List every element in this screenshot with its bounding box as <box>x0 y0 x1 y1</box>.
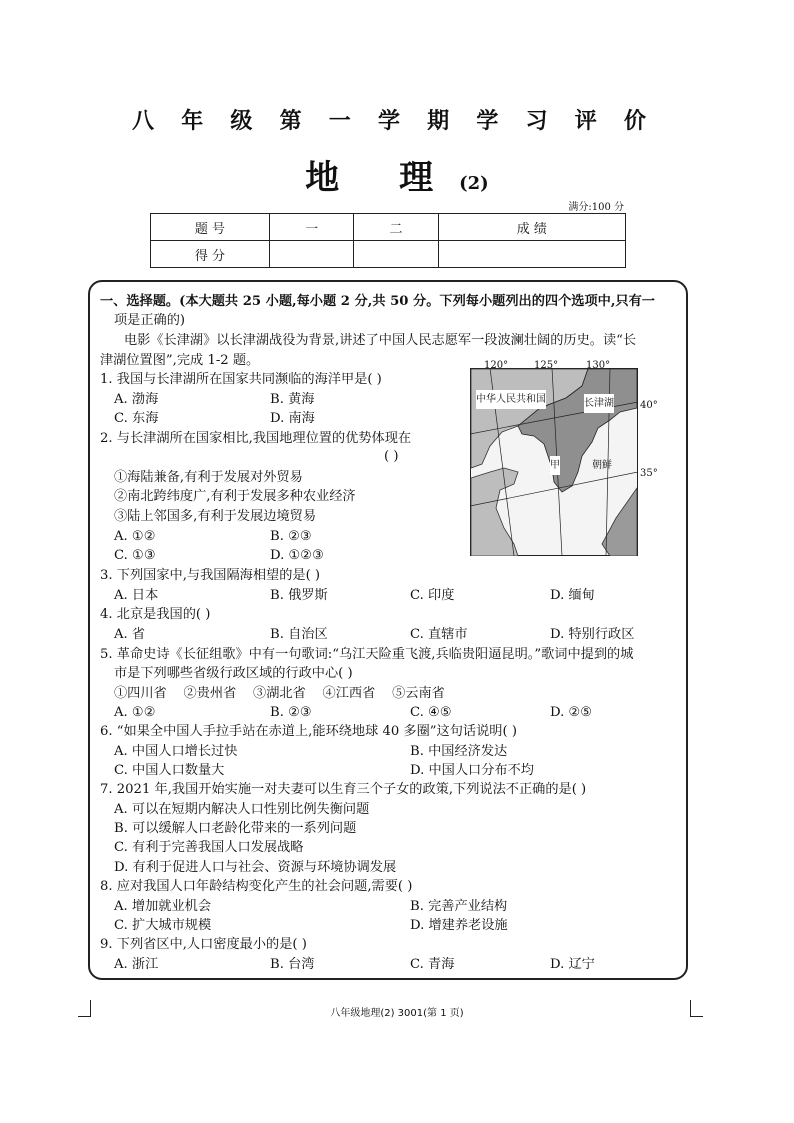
question-7-option-b[interactable]: B. 可以缓解人口老龄化带来的一系列问题 <box>114 821 357 836</box>
question-2-statement-3: ③陆上邻国多,有利于发展边境贸易 <box>114 509 317 524</box>
question-8-option-a[interactable]: A. 增加就业机会 <box>114 899 212 914</box>
question-9-option-d[interactable]: D. 辽宁 <box>550 957 595 972</box>
question-5-stem: 5. 革命史诗《长征组歌》中有一句歌词:“乌江天险重飞渡,兵临贵阳逼昆明。”歌词中提到的城 <box>100 647 634 662</box>
question-2-option-c[interactable]: C. ①③ <box>114 548 156 563</box>
question-7-option-a[interactable]: A. 可以在短期内解决人口性别比例失衡问题 <box>114 802 370 817</box>
question-1-stem: 1. 我国与长津湖所在国家共同濒临的海洋甲是( ) <box>100 372 382 387</box>
score-cell: 二 <box>354 214 438 241</box>
score-cell: 成 绩 <box>438 214 625 241</box>
question-3-option-b[interactable]: B. 俄罗斯 <box>270 588 328 603</box>
question-2-option-d[interactable]: D. ①②③ <box>270 548 324 563</box>
map-lat-label: 35° <box>640 468 658 479</box>
question-4-stem: 4. 北京是我国的( ) <box>100 607 211 622</box>
score-cell: 一 <box>270 214 354 241</box>
score-input-cell[interactable] <box>270 241 354 268</box>
score-table-header-row <box>151 214 626 241</box>
question-3-option-c[interactable]: C. 印度 <box>410 588 455 603</box>
question-5-option-c[interactable]: C. ④⑤ <box>410 705 452 720</box>
map-lon-label: 125° <box>534 360 559 371</box>
subject-name: 地 理 <box>305 158 458 198</box>
question-2-stem: 2. 与长津湖所在国家相比,我国地理位置的优势体现在 <box>100 431 412 446</box>
exam-title-char: 第 <box>279 108 302 134</box>
question-2-statement-2: ②南北跨纬度广,有利于发展多种农业经济 <box>114 489 356 504</box>
question-9-option-a[interactable]: A. 浙江 <box>114 957 159 972</box>
exam-title-char: 习 <box>525 108 548 134</box>
exam-title-char: 评 <box>574 108 597 134</box>
question-7-stem: 7. 2021 年,我国开始实施一对夫妻可以生育三个子女的政策,下列说法不正确的是( ) <box>100 782 587 797</box>
score-cell: 题 号 <box>151 214 270 241</box>
question-9-option-b[interactable]: B. 台湾 <box>270 957 315 972</box>
question-6-stem: 6. “如果全中国人手拉手站在赤道上,能环绕地球 40 多圈”这句话说明( ) <box>100 724 517 739</box>
question-5-option-a[interactable]: A. ①② <box>114 705 156 720</box>
map-lon-label: 120° <box>484 360 509 371</box>
exam-title-char: 级 <box>230 108 253 134</box>
changjin-lake-map <box>470 360 658 556</box>
exam-title-char: 一 <box>328 108 351 134</box>
question-5-option-d[interactable]: D. ②⑤ <box>550 705 593 720</box>
question-3-stem: 3. 下列国家中,与我国隔海相望的是( ) <box>100 568 321 583</box>
question-9-stem: 9. 下列省区中,人口密度最小的是( ) <box>100 937 307 952</box>
exam-title-char: 学 <box>377 108 400 134</box>
question-1-option-a[interactable]: A. 渤海 <box>114 392 159 407</box>
question-5-stem-cont: 市是下列哪些省级行政区域的行政中心( ) <box>114 666 353 681</box>
section-heading: 一、选择题。(本大题共 25 小题,每小题 2 分,共 50 分。下列每小题列出的四个选项中,只有一 <box>100 294 655 309</box>
subject-number: (2) <box>459 173 489 194</box>
question-3-option-d[interactable]: D. 缅甸 <box>550 588 595 603</box>
score-cell: 得 分 <box>151 241 270 268</box>
full-marks: 满分:100 分 <box>568 202 624 213</box>
question-5-option-b[interactable]: B. ②③ <box>270 705 312 720</box>
map-lon-label: 130° <box>586 360 611 371</box>
question-2-option-b[interactable]: B. ②③ <box>270 529 312 544</box>
exam-title-char: 价 <box>623 108 646 134</box>
question-4-option-d[interactable]: D. 特别行政区 <box>550 627 635 642</box>
question-3-option-a[interactable]: A. 日本 <box>114 588 159 603</box>
question-2-statement-1: ①海陆兼备,有利于发展对外贸易 <box>114 470 303 485</box>
subject-title <box>0 150 794 199</box>
question-5-items: ①四川省 ②贵州省 ③湖北省 ④江西省 ⑤云南省 <box>114 686 445 701</box>
question-4-option-c[interactable]: C. 直辖市 <box>410 627 468 642</box>
score-input-cell[interactable] <box>354 241 438 268</box>
map-country-label: 中华人民共和国 <box>476 390 546 409</box>
exam-title <box>132 104 646 135</box>
question-4-option-b[interactable]: B. 自治区 <box>270 627 328 642</box>
exam-title-char: 学 <box>476 108 499 134</box>
question-2-answer-blank[interactable]: ( ) <box>384 449 399 464</box>
reading-intro: 电影《长津湖》以长津湖战役为背景,讲述了中国人民志愿军一段波澜壮阔的历史。读“长 <box>124 333 637 348</box>
score-input-cell[interactable] <box>438 241 625 268</box>
question-6-option-c[interactable]: C. 中国人口数量大 <box>114 763 225 778</box>
question-7-option-d[interactable]: D. 有利于促进人口与社会、资源与环境协调发展 <box>114 860 397 875</box>
question-1-option-d[interactable]: D. 南海 <box>270 411 315 426</box>
map-sea-label: 甲 <box>550 456 560 475</box>
section-heading-cont: 项是正确的) <box>114 313 186 328</box>
question-6-option-a[interactable]: A. 中国人口增长过快 <box>114 744 238 759</box>
question-4-option-a[interactable]: A. 省 <box>114 627 146 642</box>
question-2-option-a[interactable]: A. ①② <box>114 529 156 544</box>
exam-title-char: 期 <box>427 108 450 134</box>
question-1-option-c[interactable]: C. 东海 <box>114 411 159 426</box>
question-8-option-b[interactable]: B. 完善产业结构 <box>410 899 508 914</box>
question-8-option-d[interactable]: D. 增建养老设施 <box>410 918 508 933</box>
question-6-option-d[interactable]: D. 中国人口分布不均 <box>410 763 534 778</box>
question-9-option-c[interactable]: C. 青海 <box>410 957 455 972</box>
map-lat-label: 40° <box>640 400 658 411</box>
exam-title-char: 八 <box>132 108 155 134</box>
score-table <box>150 213 626 268</box>
question-8-option-c[interactable]: C. 扩大城市规模 <box>114 918 212 933</box>
map-lake-label: 长津湖 <box>584 394 614 413</box>
page-footer: 八年级地理(2) 3001(第 1 页) <box>330 1008 464 1019</box>
question-8-stem: 8. 应对我国人口年龄结构变化产生的社会问题,需要( ) <box>100 879 413 894</box>
score-table-score-row <box>151 241 626 268</box>
question-7-option-c[interactable]: C. 有利于完善我国人口发展战略 <box>114 840 304 855</box>
question-6-option-b[interactable]: B. 中国经济发达 <box>410 744 508 759</box>
map-korea-label: 朝鲜 <box>592 460 612 471</box>
exam-title-char: 年 <box>181 108 204 134</box>
reading-intro-cont: 津湖位置图”,完成 1-2 题。 <box>100 353 260 368</box>
question-1-option-b[interactable]: B. 黄海 <box>270 392 315 407</box>
